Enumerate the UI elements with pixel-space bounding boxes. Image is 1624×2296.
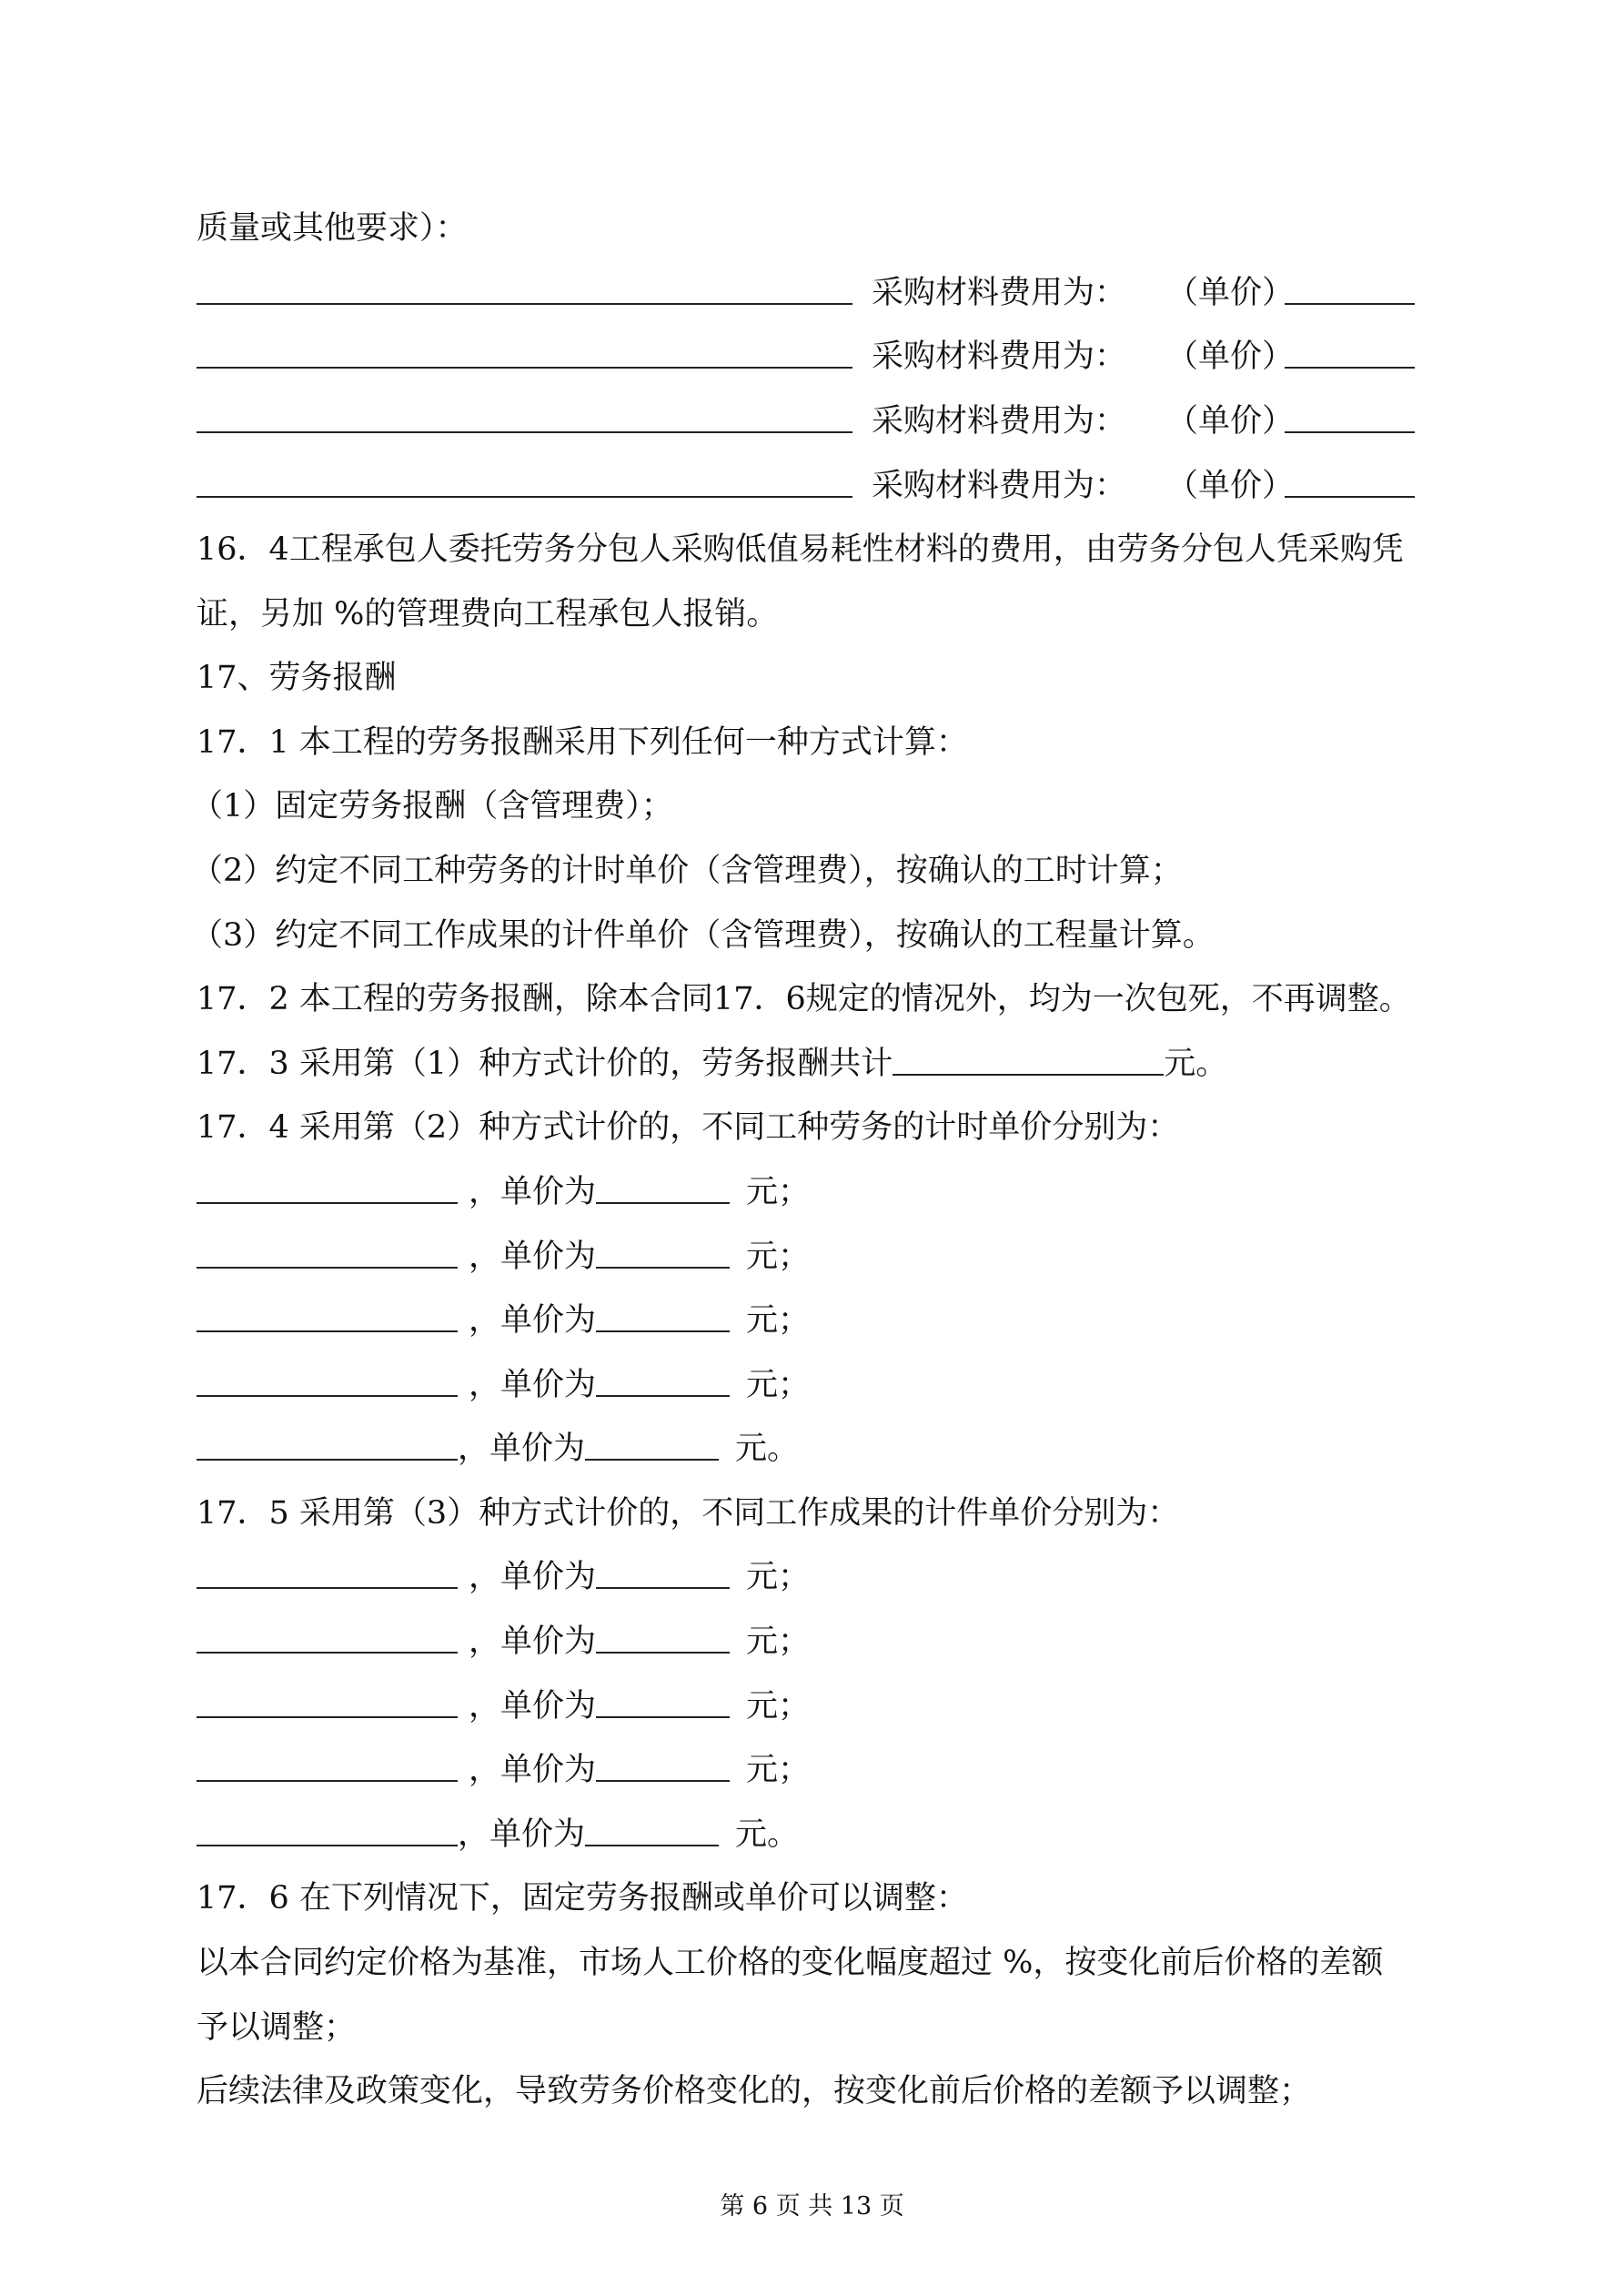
paragraph: 证，另加 %的管理费向工程承包人报销。 xyxy=(197,596,779,632)
blank-field[interactable] xyxy=(197,1803,458,1846)
price-label: ，单价为 xyxy=(469,1559,597,1595)
blank-field[interactable] xyxy=(197,1674,458,1718)
blank-field[interactable] xyxy=(197,325,852,369)
blank-field[interactable] xyxy=(596,1289,730,1332)
price-label: ，单价为 xyxy=(458,1816,586,1853)
unit-price-row xyxy=(197,1353,810,1417)
blank-field[interactable] xyxy=(596,1674,730,1718)
price-label: ，单价为 xyxy=(469,1688,597,1725)
yuan-label: 元； xyxy=(746,1174,811,1210)
blank-field[interactable] xyxy=(596,1160,730,1204)
blank-field[interactable] xyxy=(893,1032,1164,1076)
blank-field[interactable] xyxy=(197,454,852,498)
blank-field[interactable] xyxy=(197,261,852,305)
list-item: （2）约定不同工种劳务的计时单价（含管理费），按确认的工时计算； xyxy=(191,853,1183,889)
blank-field[interactable] xyxy=(1285,389,1415,433)
blank-field[interactable] xyxy=(197,1545,458,1589)
unit-price-row xyxy=(197,1545,810,1609)
price-label: ，单价为 xyxy=(469,1752,597,1788)
yuan-label: 元。 xyxy=(735,1816,800,1853)
blank-field[interactable] xyxy=(596,1738,730,1782)
blank-field[interactable] xyxy=(197,389,852,433)
unit-price-label: （单价） xyxy=(1166,339,1295,375)
blank-field[interactable] xyxy=(596,1610,730,1654)
material-fee-row xyxy=(197,261,1470,325)
yuan-label: 元； xyxy=(746,1752,811,1788)
unit-price-row xyxy=(197,1417,799,1481)
yuan-label: 元； xyxy=(746,1559,811,1595)
material-fee-row xyxy=(197,454,1470,518)
paragraph: 17．4 采用第（2）种方式计价的，不同工种劳务的计时单价分别为： xyxy=(197,1109,1180,1146)
section-heading: 17、劳务报酬 xyxy=(197,660,397,696)
blank-field[interactable] xyxy=(596,1225,730,1269)
blank-field[interactable] xyxy=(197,1417,458,1461)
blank-field[interactable] xyxy=(197,1610,458,1654)
list-item: （1）固定劳务报酬（含管理费）； xyxy=(191,788,673,824)
material-fee-label: 采购材料费用为： xyxy=(872,403,1127,440)
blank-field[interactable] xyxy=(197,1353,458,1397)
unit-price-row xyxy=(197,1738,810,1802)
blank-field[interactable] xyxy=(1285,454,1415,498)
unit-price-row xyxy=(197,1674,810,1738)
blank-field[interactable] xyxy=(596,1545,730,1589)
paragraph: 以本合同约定价格为基准，市场人工价格的变化幅度超过 %，按变化前后价格的差额 xyxy=(197,1945,1384,1981)
material-fee-row xyxy=(197,389,1470,453)
unit-price-row xyxy=(197,1289,810,1352)
paragraph: 质量或其他要求）： xyxy=(197,210,468,247)
blank-field[interactable] xyxy=(197,1160,458,1204)
paragraph: 17．6 在下列情况下，固定劳务报酬或单价可以调整： xyxy=(197,1880,968,1917)
price-label: ，单价为 xyxy=(469,1367,597,1403)
price-label: ，单价为 xyxy=(469,1623,597,1660)
blank-field[interactable] xyxy=(197,1738,458,1782)
yuan-label: 元； xyxy=(746,1239,811,1275)
paragraph: 后续法律及政策变化，导致劳务价格变化的，按变化前后价格的差额予以调整； xyxy=(197,2073,1312,2109)
paragraph: 16．4工程承包人委托劳务分包人采购低值易耗性材料的费用，由劳务分包人凭采购凭 xyxy=(197,531,1404,568)
blank-field[interactable] xyxy=(596,1353,730,1397)
paragraph-text: 17．3 采用第（1）种方式计价的，劳务报酬共计 xyxy=(197,1046,893,1082)
paragraph: 17．1 本工程的劳务报酬采用下列任何一种方式计算： xyxy=(197,724,968,761)
yuan-label: 元； xyxy=(746,1302,811,1339)
yuan-label: 元； xyxy=(746,1623,811,1660)
blank-field[interactable] xyxy=(1285,261,1415,305)
list-item: （3）约定不同工作成果的计件单价（含管理费），按确认的工程量计算。 xyxy=(191,917,1215,954)
blank-field[interactable] xyxy=(197,1289,458,1332)
blank-field[interactable] xyxy=(197,1225,458,1269)
unit-price-row xyxy=(197,1160,810,1224)
unit-price-label: （单价） xyxy=(1166,275,1295,311)
price-label: ，单价为 xyxy=(469,1174,597,1210)
unit-price-row xyxy=(197,1225,810,1289)
paragraph xyxy=(197,1032,1227,1096)
yuan-label: 元； xyxy=(746,1367,811,1403)
unit-price-label: （单价） xyxy=(1166,403,1295,440)
unit-price-row xyxy=(197,1610,810,1674)
price-label: ，单价为 xyxy=(458,1431,586,1467)
paragraph: 17．2 本工程的劳务报酬，除本合同17．6规定的情况外，均为一次包死，不再调整。 xyxy=(197,981,1411,1017)
paragraph: 17．5 采用第（3）种方式计价的，不同工作成果的计件单价分别为： xyxy=(197,1495,1180,1532)
blank-field[interactable] xyxy=(585,1803,719,1846)
material-fee-label: 采购材料费用为： xyxy=(872,339,1127,375)
material-fee-label: 采购材料费用为： xyxy=(872,275,1127,311)
price-label: ，单价为 xyxy=(469,1239,597,1275)
unit-price-label: （单价） xyxy=(1166,468,1295,504)
unit-price-row xyxy=(197,1803,799,1866)
paragraph: 予以调整； xyxy=(197,2009,357,2046)
yuan-label: 元； xyxy=(746,1688,811,1725)
price-label: ，单价为 xyxy=(469,1302,597,1339)
material-fee-label: 采购材料费用为： xyxy=(872,468,1127,504)
page-number-footer: 第 6 页 共 13 页 xyxy=(720,2192,904,2220)
paragraph-text: 元。 xyxy=(1164,1046,1228,1082)
blank-field[interactable] xyxy=(585,1417,719,1461)
blank-field[interactable] xyxy=(1285,325,1415,369)
yuan-label: 元。 xyxy=(735,1431,800,1467)
material-fee-row xyxy=(197,325,1470,389)
